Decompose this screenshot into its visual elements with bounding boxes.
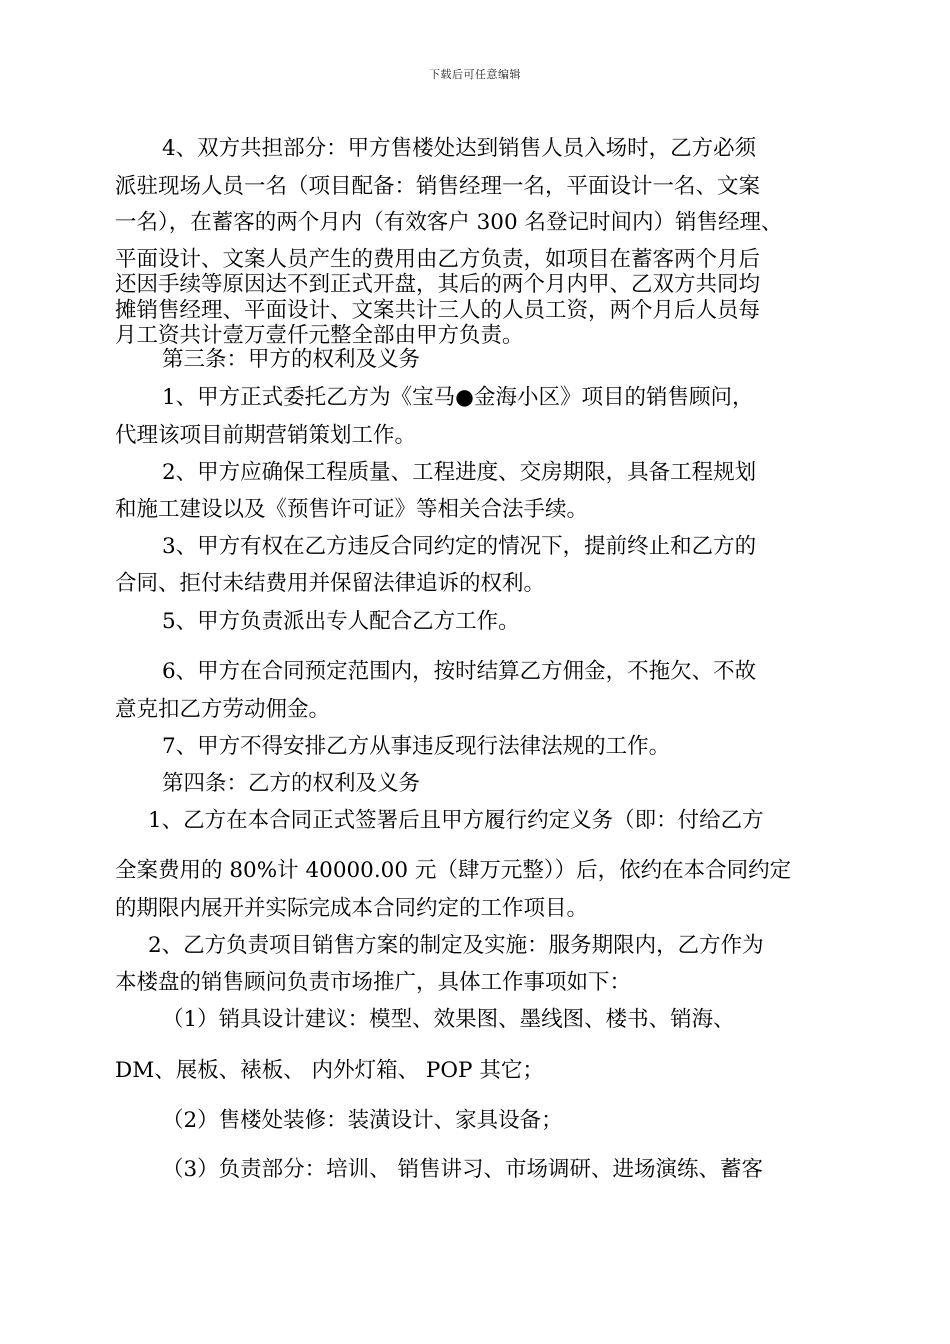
text-line: （2）售楼处装修：装潢设计、家具设备； (162, 1108, 563, 1133)
text-line: 平面设计、文案人员产生的费用由乙方负责，如项目在蓄客两个月后 (115, 247, 761, 272)
page-header-note: 下载后可任意编辑 (429, 68, 521, 81)
text-line: （3）负责部分：培训、 销售讲习、市场调研、进场演练、蓄客 (162, 1157, 764, 1182)
text-line: 意克扣乙方劳动佣金。 (115, 697, 331, 722)
text-line: 还因手续等原因达不到正式开盘，其后的两个月内甲、乙双方共同均 (115, 272, 761, 297)
text-line: 1、甲方正式委托乙方为《宝马●金海小区》项目的销售顾问， (162, 385, 754, 410)
section-heading: 第三条：甲方的权利及义务 (162, 347, 421, 372)
text-line: 一名），在蓄客的两个月内（有效客户 300 名登记时间内）销售经理、 (115, 210, 783, 235)
text-line: 摊销售经理、平面设计、文案共计三人的人员工资，两个月后人员每 (115, 298, 761, 323)
text-line: 代理该项目前期营销策划工作。 (115, 423, 417, 448)
text-line: 4、双方共担部分：甲方售楼处达到销售人员入场时，乙方必须 (162, 136, 757, 161)
text-line: 5、甲方负责派出专人配合乙方工作。 (162, 609, 520, 634)
text-line: 月工资共计壹万壹仟元整全部由甲方负责。 (115, 323, 524, 348)
text-line: （1）销具设计建议：模型、效果图、墨线图、楼书、销海、 (162, 1007, 735, 1032)
text-line: 和施工建设以及《预售许可证》等相关合法手续。 (115, 497, 589, 522)
text-line: 2、乙方负责项目销售方案的制定及实施：服务期限内，乙方作为 (148, 933, 764, 958)
text-line: 的期限内展开并实际完成本合同约定的工作项目。 (115, 896, 589, 921)
text-line: 1、乙方在本合同正式签署后且甲方履行约定义务（即：付给乙方 (148, 808, 764, 833)
text-line: DM、展板、裱板、 内外灯箱、 POP 其它； (115, 1058, 544, 1083)
text-line: 3、甲方有权在乙方违反合同约定的情况下，提前终止和乙方的 (162, 534, 757, 559)
text-line: 派驻现场人员一名（项目配备：销售经理一名，平面设计一名、文案 (115, 174, 761, 199)
text-line: 6、甲方在合同预定范围内，按时结算乙方佣金，不拖欠、不故 (162, 659, 757, 684)
text-line: 全案费用的 80%计 40000.00 元（肆万元整））后，依约在本合同约定 (115, 858, 792, 883)
text-line: 7、甲方不得安排乙方从事违反现行法律法规的工作。 (162, 734, 671, 759)
section-heading: 第四条：乙方的权利及义务 (162, 771, 421, 796)
text-line: 本楼盘的销售顾问负责市场推广，具体工作事项如下： (115, 970, 632, 995)
text-line: 2、甲方应确保工程质量、工程进度、交房期限，具备工程规划 (162, 460, 757, 485)
text-line: 合同、拒付未结费用并保留法律追诉的权利。 (115, 571, 546, 596)
